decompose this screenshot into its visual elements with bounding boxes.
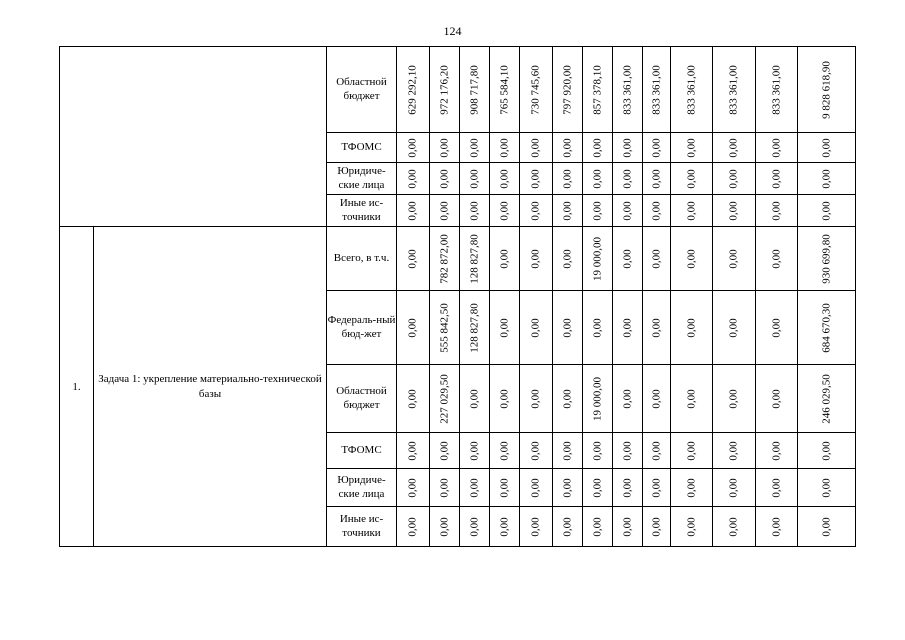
value-text: 0,00 <box>621 200 633 221</box>
value-cell <box>397 433 430 469</box>
value-cell <box>583 195 613 227</box>
value-text: 0,00 <box>498 388 510 409</box>
value-cell <box>798 195 856 227</box>
value-cell <box>430 365 460 433</box>
value-cell <box>520 47 553 133</box>
value-cell <box>490 195 520 227</box>
value-cell <box>430 227 460 291</box>
value-cell <box>798 163 856 195</box>
value-cell <box>397 163 430 195</box>
value-text: 0,00 <box>406 317 419 338</box>
value-text: 0,00 <box>529 388 542 409</box>
value-text: 0,00 <box>621 477 633 498</box>
funding-source: Областной бюджет <box>327 47 397 133</box>
value-text: 246 029,50 <box>820 373 832 424</box>
value-text: 0,00 <box>529 516 542 537</box>
value-cell <box>397 365 430 433</box>
value-cell <box>490 507 520 547</box>
task-name: Задача 1: укрепление материально-технической базы <box>94 227 327 547</box>
value-cell <box>490 133 520 163</box>
value-cell <box>713 507 756 547</box>
value-cell <box>490 291 520 365</box>
value-text: 0,00 <box>468 516 480 537</box>
funding-source: Всего, в т.ч. <box>327 227 397 291</box>
value-text: 0,00 <box>468 440 480 461</box>
value-text: 833 361,00 <box>727 64 740 115</box>
value-cell <box>397 227 430 291</box>
value-text: 0,00 <box>498 248 510 269</box>
value-text: 0,00 <box>820 477 832 498</box>
value-cell <box>460 133 490 163</box>
value-cell <box>553 433 583 469</box>
value-text: 0,00 <box>561 388 573 409</box>
funding-source: Областной бюджет <box>327 365 397 433</box>
value-cell <box>756 433 798 469</box>
value-text: 0,00 <box>529 317 542 338</box>
value-cell <box>798 291 856 365</box>
value-cell <box>613 163 643 195</box>
value-cell <box>613 507 643 547</box>
value-text: 0,00 <box>498 516 510 537</box>
value-text: 0,00 <box>650 477 662 498</box>
value-text: 0,00 <box>591 137 603 158</box>
value-text: 0,00 <box>685 248 697 269</box>
funding-source: Иные ис-точники <box>327 195 397 227</box>
value-text: 0,00 <box>591 200 603 221</box>
value-text: 0,00 <box>468 200 480 221</box>
value-cell <box>713 133 756 163</box>
value-cell <box>553 469 583 507</box>
value-cell <box>643 133 671 163</box>
value-cell <box>553 507 583 547</box>
value-text: 0,00 <box>650 137 662 158</box>
table-row <box>60 227 856 291</box>
value-cell <box>713 365 756 433</box>
value-cell <box>613 133 643 163</box>
value-cell <box>460 291 490 365</box>
value-cell <box>460 365 490 433</box>
value-text: 0,00 <box>621 516 633 537</box>
value-text: 0,00 <box>621 248 633 269</box>
value-text: 0,00 <box>498 477 510 498</box>
value-cell <box>430 133 460 163</box>
value-cell <box>671 163 713 195</box>
value-text: 0,00 <box>529 168 542 189</box>
value-text: 0,00 <box>529 137 542 158</box>
value-cell <box>520 227 553 291</box>
value-cell <box>756 133 798 163</box>
value-text: 0,00 <box>591 168 603 189</box>
value-cell <box>520 469 553 507</box>
value-cell <box>713 469 756 507</box>
value-text: 0,00 <box>468 168 480 189</box>
value-text: 0,00 <box>438 440 450 461</box>
value-cell <box>643 163 671 195</box>
value-text: 0,00 <box>770 200 782 221</box>
value-cell <box>583 507 613 547</box>
value-cell <box>643 227 671 291</box>
value-text: 0,00 <box>621 168 633 189</box>
funding-source: Иные ис-точники <box>327 507 397 547</box>
value-cell <box>553 227 583 291</box>
value-text: 0,00 <box>406 440 419 461</box>
value-cell <box>713 163 756 195</box>
value-text: 0,00 <box>685 516 697 537</box>
value-text: 0,00 <box>406 477 419 498</box>
value-cell <box>613 433 643 469</box>
value-cell <box>643 433 671 469</box>
value-cell <box>430 433 460 469</box>
value-text: 0,00 <box>685 440 697 461</box>
value-cell <box>671 507 713 547</box>
value-text: 0,00 <box>650 200 662 221</box>
value-text: 0,00 <box>770 477 782 498</box>
value-text: 0,00 <box>727 516 740 537</box>
value-cell <box>490 47 520 133</box>
value-cell <box>520 195 553 227</box>
value-cell <box>713 291 756 365</box>
value-text: 0,00 <box>727 317 740 338</box>
value-text: 0,00 <box>621 317 633 338</box>
value-cell <box>583 433 613 469</box>
value-text: 0,00 <box>438 200 450 221</box>
value-cell <box>430 507 460 547</box>
value-text: 629 292,10 <box>406 64 419 115</box>
value-text: 19 000,00 <box>591 376 603 421</box>
value-text: 0,00 <box>770 137 782 158</box>
value-cell <box>553 47 583 133</box>
value-cell <box>397 47 430 133</box>
value-cell <box>583 133 613 163</box>
value-text: 0,00 <box>561 477 573 498</box>
value-text: 227 029,50 <box>438 373 450 424</box>
value-text: 0,00 <box>650 516 662 537</box>
value-text: 972 176,20 <box>438 64 450 115</box>
value-cell <box>583 365 613 433</box>
value-text: 0,00 <box>727 440 740 461</box>
value-cell <box>583 47 613 133</box>
value-text: 0,00 <box>591 440 603 461</box>
value-cell <box>460 47 490 133</box>
value-cell <box>583 291 613 365</box>
value-cell <box>430 163 460 195</box>
value-cell <box>430 195 460 227</box>
value-text: 0,00 <box>468 477 480 498</box>
value-text: 0,00 <box>770 440 782 461</box>
value-text: 833 361,00 <box>650 64 662 115</box>
value-text: 0,00 <box>820 440 832 461</box>
value-cell <box>613 47 643 133</box>
value-text: 0,00 <box>727 477 740 498</box>
funding-source: ТФОМС <box>327 133 397 163</box>
value-cell <box>756 365 798 433</box>
value-text: 0,00 <box>468 388 480 409</box>
funding-source: ТФОМС <box>327 433 397 469</box>
value-cell <box>397 291 430 365</box>
value-cell <box>671 195 713 227</box>
value-text: 0,00 <box>529 440 542 461</box>
value-text: 0,00 <box>727 388 740 409</box>
value-text: 0,00 <box>438 137 450 158</box>
value-text: 0,00 <box>406 388 419 409</box>
value-text: 0,00 <box>727 137 740 158</box>
value-cell <box>798 133 856 163</box>
value-text: 684 670,30 <box>820 302 832 353</box>
value-cell <box>643 469 671 507</box>
empty-header-cell <box>60 47 327 227</box>
value-cell <box>756 469 798 507</box>
value-text: 833 361,00 <box>685 64 697 115</box>
value-cell <box>460 469 490 507</box>
value-text: 0,00 <box>770 248 782 269</box>
value-cell <box>756 507 798 547</box>
value-text: 555 842,50 <box>438 302 450 353</box>
value-cell <box>460 195 490 227</box>
value-text: 0,00 <box>727 200 740 221</box>
value-cell <box>460 227 490 291</box>
value-text: 0,00 <box>529 200 542 221</box>
value-cell <box>397 469 430 507</box>
value-cell <box>430 47 460 133</box>
value-cell <box>613 469 643 507</box>
value-cell <box>671 227 713 291</box>
value-cell <box>553 365 583 433</box>
value-text: 0,00 <box>820 516 832 537</box>
value-text: 930 699,80 <box>820 233 832 284</box>
value-text: 0,00 <box>561 317 573 338</box>
value-cell <box>490 365 520 433</box>
value-text: 0,00 <box>650 248 662 269</box>
value-cell <box>583 469 613 507</box>
value-cell <box>798 469 856 507</box>
task-index: 1. <box>60 227 94 547</box>
value-text: 0,00 <box>685 388 697 409</box>
value-text: 0,00 <box>406 516 419 537</box>
value-cell <box>553 133 583 163</box>
value-text: 0,00 <box>406 137 419 158</box>
value-text: 0,00 <box>770 516 782 537</box>
value-cell <box>520 433 553 469</box>
value-cell <box>520 507 553 547</box>
value-text: 0,00 <box>468 137 480 158</box>
value-cell <box>430 291 460 365</box>
value-text: 128 827,80 <box>468 302 480 353</box>
value-cell <box>520 291 553 365</box>
value-cell <box>671 291 713 365</box>
value-cell <box>798 507 856 547</box>
value-cell <box>671 469 713 507</box>
value-cell <box>713 433 756 469</box>
value-text: 0,00 <box>561 248 573 269</box>
value-cell <box>490 227 520 291</box>
value-text: 0,00 <box>498 317 510 338</box>
value-cell <box>756 163 798 195</box>
value-cell <box>643 507 671 547</box>
value-text: 0,00 <box>650 317 662 338</box>
value-text: 0,00 <box>650 440 662 461</box>
value-text: 0,00 <box>820 200 832 221</box>
value-text: 0,00 <box>727 168 740 189</box>
value-cell <box>671 433 713 469</box>
value-cell <box>798 433 856 469</box>
value-cell <box>397 507 430 547</box>
value-cell <box>397 133 430 163</box>
value-cell <box>490 469 520 507</box>
value-text: 0,00 <box>561 137 573 158</box>
value-cell <box>756 195 798 227</box>
value-text: 9 828 618,90 <box>820 60 832 119</box>
value-text: 0,00 <box>561 168 573 189</box>
value-text: 0,00 <box>621 137 633 158</box>
value-cell <box>713 227 756 291</box>
value-text: 0,00 <box>685 168 697 189</box>
value-text: 0,00 <box>770 168 782 189</box>
value-text: 0,00 <box>621 388 633 409</box>
value-text: 857 378,10 <box>591 64 603 115</box>
value-text: 0,00 <box>438 168 450 189</box>
value-cell <box>520 133 553 163</box>
value-text: 0,00 <box>591 477 603 498</box>
value-cell <box>490 163 520 195</box>
value-text: 0,00 <box>561 516 573 537</box>
value-text: 0,00 <box>820 137 832 158</box>
value-text: 19 000,00 <box>591 236 603 281</box>
value-cell <box>643 195 671 227</box>
value-text: 782 872,00 <box>438 233 450 284</box>
value-text: 0,00 <box>621 440 633 461</box>
value-cell <box>397 195 430 227</box>
value-cell <box>520 365 553 433</box>
value-cell <box>643 291 671 365</box>
value-cell <box>713 195 756 227</box>
value-text: 0,00 <box>498 200 510 221</box>
value-text: 0,00 <box>406 168 419 189</box>
value-text: 0,00 <box>406 200 419 221</box>
value-text: 0,00 <box>561 440 573 461</box>
value-text: 0,00 <box>650 168 662 189</box>
value-cell <box>613 227 643 291</box>
value-cell <box>798 227 856 291</box>
value-cell <box>490 433 520 469</box>
page-number: 124 <box>443 24 462 38</box>
value-text: 0,00 <box>685 137 697 158</box>
funding-source: Юридиче-ские лица <box>327 469 397 507</box>
value-text: 0,00 <box>561 200 573 221</box>
value-text: 0,00 <box>770 317 782 338</box>
value-text: 0,00 <box>438 477 450 498</box>
value-text: 0,00 <box>820 168 832 189</box>
value-cell <box>756 227 798 291</box>
value-text: 128 827,80 <box>468 233 480 284</box>
value-text: 0,00 <box>650 388 662 409</box>
value-text: 0,00 <box>770 388 782 409</box>
value-cell <box>713 47 756 133</box>
funding-source: Федераль-ный бюд-жет <box>327 291 397 365</box>
value-text: 0,00 <box>406 248 419 269</box>
value-text: 833 361,00 <box>770 64 782 115</box>
value-cell <box>756 291 798 365</box>
value-cell <box>613 365 643 433</box>
table-row <box>60 47 856 133</box>
value-cell <box>553 195 583 227</box>
value-text: 0,00 <box>438 516 450 537</box>
value-cell <box>613 195 643 227</box>
value-cell <box>613 291 643 365</box>
value-cell <box>553 163 583 195</box>
value-text: 797 920,00 <box>561 64 573 115</box>
value-text: 833 361,00 <box>621 64 633 115</box>
value-cell <box>643 365 671 433</box>
value-text: 0,00 <box>498 440 510 461</box>
value-text: 0,00 <box>498 168 510 189</box>
value-cell <box>520 163 553 195</box>
funding-table <box>59 46 856 547</box>
value-cell <box>643 47 671 133</box>
value-cell <box>798 365 856 433</box>
value-text: 0,00 <box>529 248 542 269</box>
value-cell <box>460 433 490 469</box>
value-text: 0,00 <box>529 477 542 498</box>
value-text: 0,00 <box>727 248 740 269</box>
funding-source: Юридиче-ские лица <box>327 163 397 195</box>
value-cell <box>553 291 583 365</box>
value-text: 730 745,60 <box>529 64 542 115</box>
value-text: 765 584,10 <box>498 64 510 115</box>
value-cell <box>460 507 490 547</box>
value-cell <box>671 133 713 163</box>
value-text: 0,00 <box>591 516 603 537</box>
value-text: 0,00 <box>685 317 697 338</box>
value-text: 0,00 <box>685 200 697 221</box>
value-cell <box>583 227 613 291</box>
value-text: 0,00 <box>685 477 697 498</box>
value-cell <box>430 469 460 507</box>
value-cell <box>798 47 856 133</box>
value-text: 0,00 <box>498 137 510 158</box>
value-cell <box>671 365 713 433</box>
value-cell <box>671 47 713 133</box>
value-text: 0,00 <box>591 317 603 338</box>
value-cell <box>756 47 798 133</box>
value-cell <box>460 163 490 195</box>
value-cell <box>583 163 613 195</box>
value-text: 908 717,80 <box>468 64 480 115</box>
